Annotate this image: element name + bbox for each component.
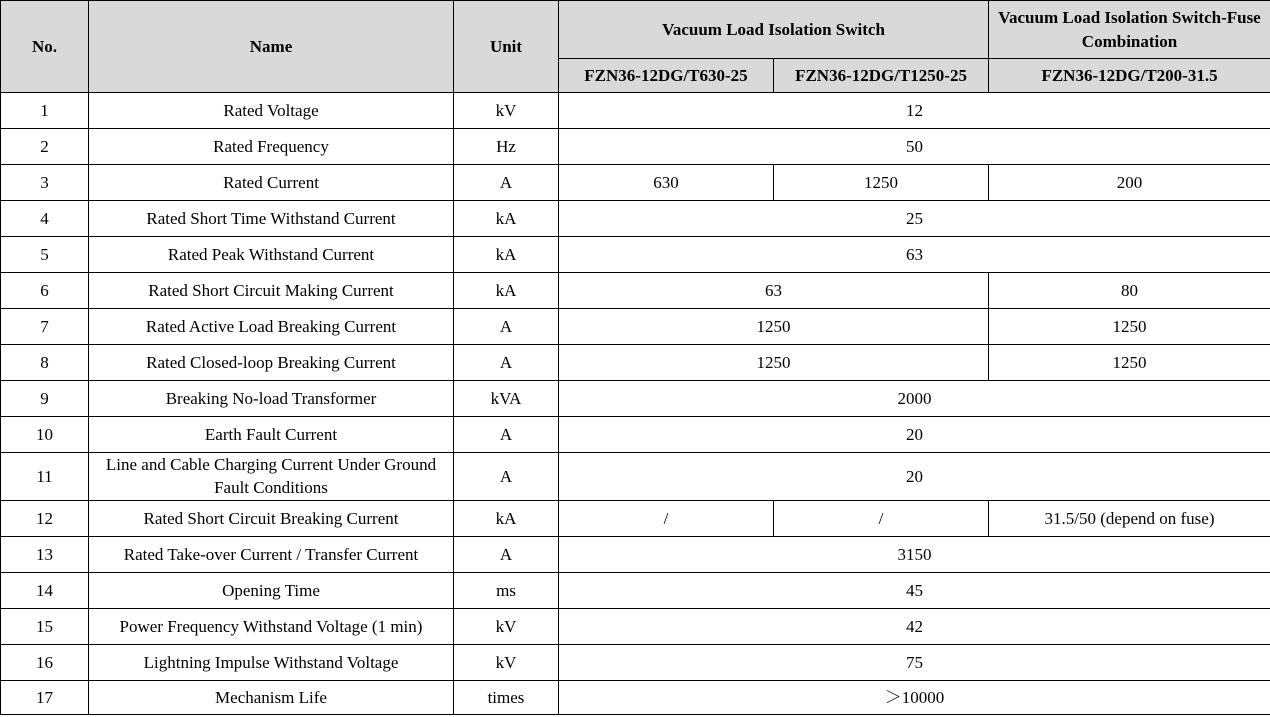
row-unit: kA xyxy=(454,501,559,537)
row-unit: kVA xyxy=(454,381,559,417)
row-no: 1 xyxy=(1,93,89,129)
row-name: Opening Time xyxy=(89,573,454,609)
row-no: 8 xyxy=(1,345,89,381)
table-row xyxy=(1,453,1270,501)
row-unit: kA xyxy=(454,273,559,309)
table-row xyxy=(1,609,1270,645)
row-name: Rated Voltage xyxy=(89,93,454,129)
row-unit: A xyxy=(454,309,559,345)
row-no: 12 xyxy=(1,501,89,537)
row-name: Rated Take-over Current / Transfer Current xyxy=(89,537,454,573)
table-row xyxy=(1,381,1270,417)
row-unit: A xyxy=(454,165,559,201)
row-value: 20 xyxy=(559,453,1270,501)
header-model-3: FZN36-12DG/T200-31.5 xyxy=(989,59,1270,93)
table-row xyxy=(1,273,1270,309)
row-name: Power Frequency Withstand Voltage (1 min) xyxy=(89,609,454,645)
row-value: 75 xyxy=(559,645,1270,681)
table-row xyxy=(1,645,1270,681)
row-name: Earth Fault Current xyxy=(89,417,454,453)
row-name: Breaking No-load Transformer xyxy=(89,381,454,417)
row-name: Rated Frequency xyxy=(89,129,454,165)
header-model-2: FZN36-12DG/T1250-25 xyxy=(774,59,989,93)
row-value-model-2: 1250 xyxy=(774,165,989,201)
row-unit: kA xyxy=(454,237,559,273)
row-no: 10 xyxy=(1,417,89,453)
row-value: 45 xyxy=(559,573,1270,609)
row-no: 16 xyxy=(1,645,89,681)
row-no: 4 xyxy=(1,201,89,237)
row-no: 7 xyxy=(1,309,89,345)
row-value-model-3: 31.5/50 (depend on fuse) xyxy=(989,501,1270,537)
row-name: Lightning Impulse Withstand Voltage xyxy=(89,645,454,681)
row-unit: A xyxy=(454,417,559,453)
table-row xyxy=(1,573,1270,609)
row-unit: kV xyxy=(454,645,559,681)
row-value-model-1: / xyxy=(559,501,774,537)
row-no: 3 xyxy=(1,165,89,201)
row-name: Rated Peak Withstand Current xyxy=(89,237,454,273)
row-value-model-3: 1250 xyxy=(989,309,1270,345)
row-value: 2000 xyxy=(559,381,1270,417)
row-name: Rated Current xyxy=(89,165,454,201)
row-value-model-3: 80 xyxy=(989,273,1270,309)
row-value: 50 xyxy=(559,129,1270,165)
row-value-model-3: 1250 xyxy=(989,345,1270,381)
row-unit: A xyxy=(454,453,559,501)
row-value-switch: 63 xyxy=(559,273,989,309)
row-unit: kA xyxy=(454,201,559,237)
row-no: 15 xyxy=(1,609,89,645)
row-value-model-2: / xyxy=(774,501,989,537)
row-unit: ms xyxy=(454,573,559,609)
row-name: Mechanism Life xyxy=(89,681,454,715)
row-no: 13 xyxy=(1,537,89,573)
row-unit: times xyxy=(454,681,559,715)
row-no: 2 xyxy=(1,129,89,165)
row-value: 42 xyxy=(559,609,1270,645)
row-name: Rated Short Circuit Breaking Current xyxy=(89,501,454,537)
row-value: 20 xyxy=(559,417,1270,453)
header-name: Name xyxy=(89,1,454,93)
header-model-1: FZN36-12DG/T630-25 xyxy=(559,59,774,93)
row-no: 6 xyxy=(1,273,89,309)
row-value-model-3: 200 xyxy=(989,165,1270,201)
row-no: 5 xyxy=(1,237,89,273)
header-group-fuse-combination: Vacuum Load Isolation Switch-Fuse Combination xyxy=(989,1,1270,59)
table-row xyxy=(1,537,1270,573)
table-row xyxy=(1,501,1270,537)
row-value: 12 xyxy=(559,93,1270,129)
header-no: No. xyxy=(1,1,89,93)
row-value-switch: 1250 xyxy=(559,345,989,381)
row-no: 11 xyxy=(1,453,89,501)
table-row xyxy=(1,345,1270,381)
table-row xyxy=(1,237,1270,273)
row-value-model-1: 630 xyxy=(559,165,774,201)
row-value: ＞10000 xyxy=(559,681,1270,715)
row-unit: kV xyxy=(454,93,559,129)
table-row xyxy=(1,201,1270,237)
table-row xyxy=(1,681,1270,715)
row-unit: kV xyxy=(454,609,559,645)
row-no: 17 xyxy=(1,681,89,715)
row-name: Rated Closed-loop Breaking Current xyxy=(89,345,454,381)
row-value: 25 xyxy=(559,201,1270,237)
table-row xyxy=(1,93,1270,129)
row-name: Rated Short Time Withstand Current xyxy=(89,201,454,237)
header-unit: Unit xyxy=(454,1,559,93)
row-value-switch: 1250 xyxy=(559,309,989,345)
row-value: 63 xyxy=(559,237,1270,273)
row-no: 9 xyxy=(1,381,89,417)
row-unit: Hz xyxy=(454,129,559,165)
row-name: Rated Short Circuit Making Current xyxy=(89,273,454,309)
row-value: 3150 xyxy=(559,537,1270,573)
table-row xyxy=(1,165,1270,201)
row-name: Line and Cable Charging Current Under Ground Fault Conditions xyxy=(89,453,454,501)
table-row xyxy=(1,417,1270,453)
row-unit: A xyxy=(454,345,559,381)
header-group-switch: Vacuum Load Isolation Switch xyxy=(559,1,989,59)
row-unit: A xyxy=(454,537,559,573)
header-row xyxy=(1,1,1270,59)
table-row xyxy=(1,309,1270,345)
row-no: 14 xyxy=(1,573,89,609)
table-row xyxy=(1,129,1270,165)
row-name: Rated Active Load Breaking Current xyxy=(89,309,454,345)
